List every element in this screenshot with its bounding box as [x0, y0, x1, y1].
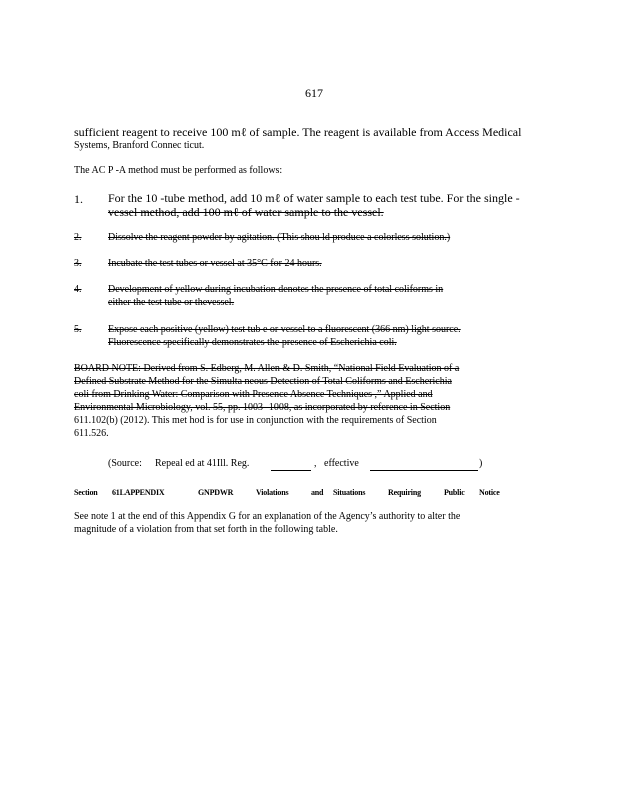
paragraph-reagent-line1: sufficient reagent to receive 100 mℓ of sample. The reagent is available from Access Medical	[74, 125, 522, 139]
step-5-number: 5.	[74, 324, 82, 335]
board-note-line4: Environmental Microbiology, vol. 55, pp. 1003 -1008, as incorporated by reference in Section	[74, 402, 451, 413]
public-label: Public	[444, 488, 465, 497]
step-2-line1: Dissolve the reagent powder by agitation. (This shou ld produce a colorless solution.)	[108, 232, 451, 243]
step-5-line1: Expose each positive (yellow) test tub e or vessel to a fluorescent (366 nm) light source.	[108, 324, 461, 335]
final-paragraph-line2: magnitude of a violation from that set forth in the following table.	[74, 524, 338, 535]
board-note-line1: BOARD NOTE: Derived from S. Edberg, M. Allen & D. Smith, “National Field Evaluation of a	[74, 363, 460, 374]
page-number: 617	[305, 86, 323, 100]
violations-label: Violations	[256, 488, 289, 497]
section-label: Section	[74, 488, 98, 497]
step-3-number: 3.	[74, 258, 82, 269]
step-1-line1: For the 10 -tube method, add 10 mℓ of water sample to each test tube. For the single -	[108, 191, 520, 205]
situations-label: Situations	[333, 488, 366, 497]
final-paragraph-line1: See note 1 at the end of this Appendix G for an explanation of the Agency’s authority to alter the	[74, 511, 461, 522]
source-repealed: Repeal ed at 41Ill. Reg.	[155, 458, 250, 469]
appendix-label: 61LAPPENDIX	[112, 488, 165, 497]
step-5-line2: Fluorescence specifically demonstrates the presence of Escherichia coli.	[108, 337, 397, 348]
step-1-line2: vessel method, add 100 mℓ of water sample to the vessel.	[108, 205, 384, 219]
step-1-number: 1.	[74, 192, 83, 206]
requiring-label: Requiring	[388, 488, 421, 497]
method-intro: The AC P -A method must be performed as follows:	[74, 165, 283, 176]
notice-label: Notice	[479, 488, 500, 497]
step-4-line1: Development of yellow during incubation denotes the presence of total coliforms in	[108, 284, 444, 295]
gnpdwr-label: GNPDWR	[198, 488, 234, 497]
source-open: (Source:	[108, 458, 142, 469]
board-note-line3: coli from Drinking Water: Comparison with Presence Absence Techniques ,” Applied and	[74, 389, 433, 400]
and-label: and	[311, 488, 324, 497]
step-4-number: 4.	[74, 284, 82, 295]
source-effective: effective	[324, 458, 359, 469]
board-note-line6: 611.526.	[74, 428, 109, 439]
paragraph-reagent-line2: Systems, Branford Connec ticut.	[74, 140, 205, 151]
effective-date-blank	[370, 470, 478, 471]
source-comma: ,	[314, 458, 317, 469]
step-3-line1: Incubate the test tubes or vessel at 35°C for 24 hours.	[108, 258, 322, 269]
register-number-blank	[271, 470, 311, 471]
board-note-line2: Defined Substrate Method for the Simulta neous Detection of Total Coliforms and Escherichia	[74, 376, 452, 387]
step-4-line2: either the test tube or thevessel.	[108, 297, 235, 308]
step-2-number: 2.	[74, 232, 82, 243]
source-close: )	[479, 458, 483, 469]
board-note-line5: 611.102(b) (2012). This met hod is for use in conjunction with the requirements of Section	[74, 415, 437, 426]
